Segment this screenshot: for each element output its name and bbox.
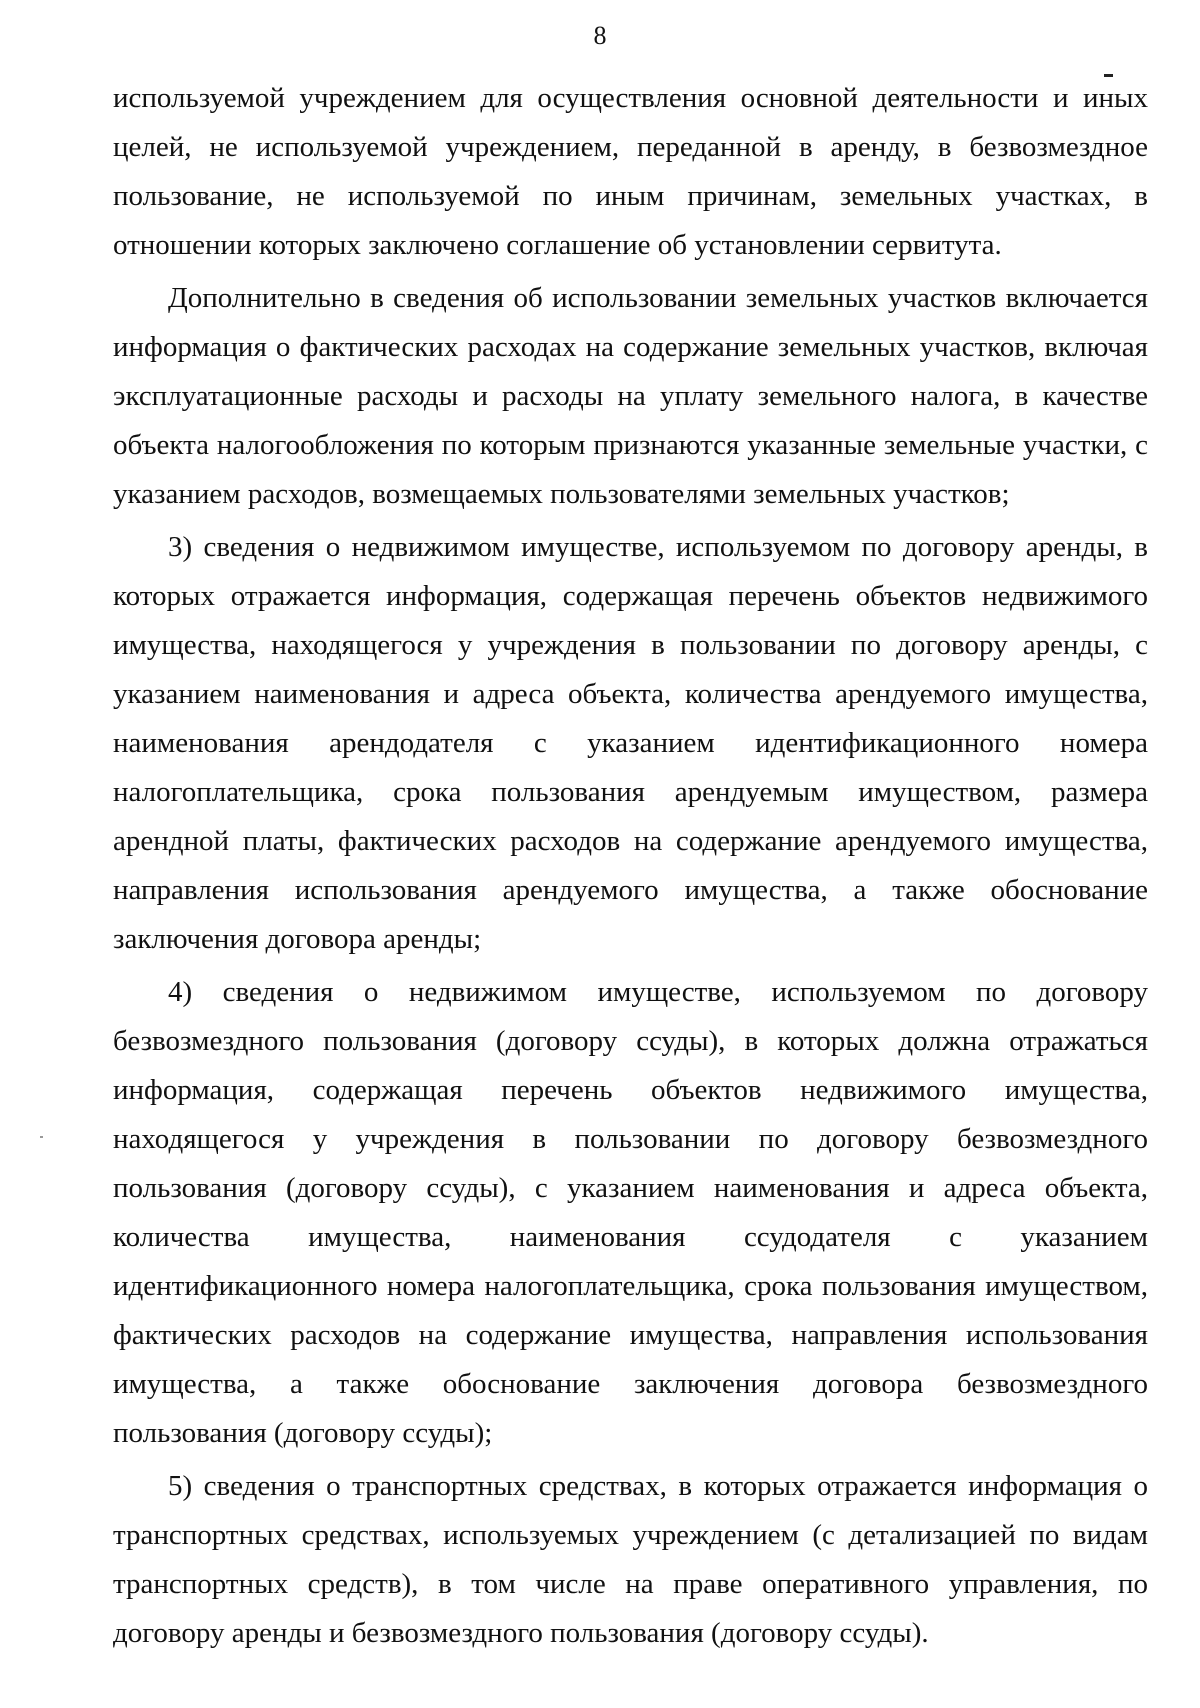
paragraph-land-expenses: Дополнительно в сведения об использовании земельных участков включается информация о фактических расходах на содержание земельных участков, включая эксплуатационные расходы и расходы на уплату земельного налога, в качестве объекта налогообложения по которым признаются указанные земельные участки, с указанием расходов, возмещаемых пользователями земельных участков;	[113, 282, 1148, 510]
paragraph-item-4-free-use: 4) сведения о недвижимом имуществе, используемом по договору безвозмездного пользования (договору ссуды), в которых должна отражаться информация, содержащая перечень объектов недвижимого имущества, находящегося у учреждения в пользовании по договору безвозмездного пользования (договору ссуды), с указанием наименования и адреса объекта, количества имущества, наименования ссудодателя с указанием идентификационного номера налогоплательщика, срока пользования имуществом, фактических расходов на содержание имущества, направления использования имущества, а также обоснование заключения договора безвозмездного пользования (договору ссуды);	[113, 976, 1148, 1449]
paragraph-item-3-lease: 3) сведения о недвижимом имуществе, используемом по договору аренды, в которых отражается информация, содержащая перечень объектов недвижимого имущества, находящегося у учреждения в пользовании по договору аренды, с указанием наименования и адреса объекта, количества арендуемого имущества, наименования арендодателя с указанием идентификационного номера налогоплательщика, срока пользования арендуемым имуществом, размера арендной платы, фактических расходов на содержание арендуемого имущества, направления использования арендуемого имущества, а также обоснование заключения договора аренды;	[113, 531, 1148, 955]
scan-speck	[40, 1136, 43, 1138]
paragraph-continuation: используемой учреждением для осуществления основной деятельности и иных целей, не используемой учреждением, переданной в аренду, в безвозмездное пользование, не используемой по иным причинам, земельных участках, в отношении которых заключено соглашение об установлении сервитута.	[113, 82, 1148, 261]
page-number: 8	[593, 21, 607, 50]
document-body	[113, 74, 1148, 1658]
paragraph-item-5-vehicles: 5) сведения о транспортных средствах, в которых отражается информация о транспортных средствах, используемых учреждением (с детализацией по видам транспортных средств), в том числе на праве оперативного управления, по договору аренды и безвозмездного пользования (договору ссуды).	[113, 1470, 1148, 1649]
